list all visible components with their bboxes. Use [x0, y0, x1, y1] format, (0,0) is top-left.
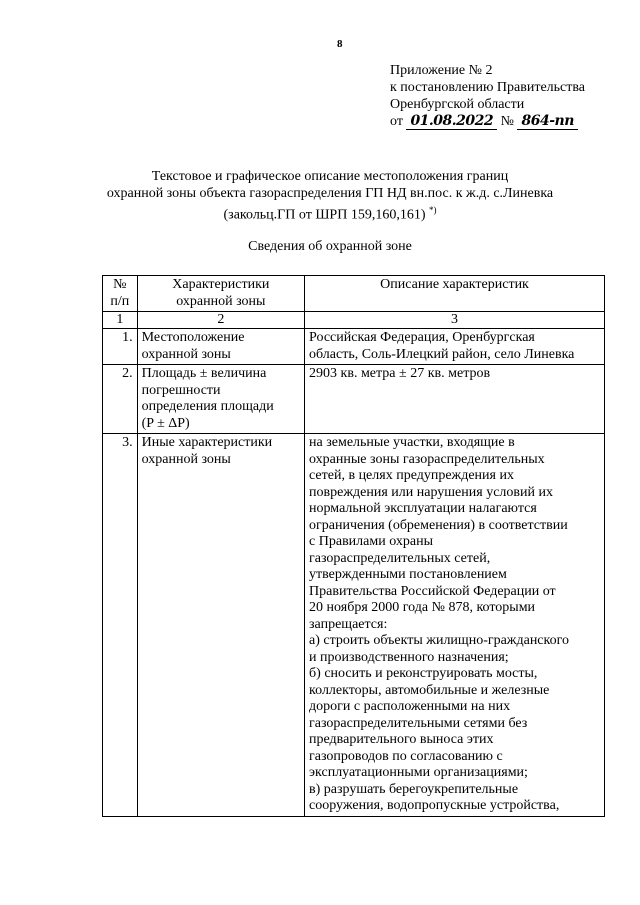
header-num: № п/п — [103, 276, 138, 312]
row-num: 1. — [103, 329, 138, 365]
table-header-row — [103, 276, 605, 312]
table-row — [103, 329, 605, 365]
table-row — [103, 365, 605, 434]
appendix-region: Оренбургской области — [390, 97, 525, 112]
index-cell: 3 — [305, 312, 605, 329]
header-description: Описание характеристик — [305, 276, 605, 312]
appendix-date-number — [390, 113, 585, 130]
title-line-1: Текстовое и графическое описание местоположения границ — [151, 169, 509, 184]
row-characteristic: Местоположение охранной зоны — [137, 329, 304, 365]
section-subtitle: Сведения об охранной зоне — [248, 239, 412, 254]
title-line-3-text: (закольц.ГП от ШРП 159,160,161) — [223, 207, 426, 223]
index-cell: 1 — [103, 312, 138, 329]
footnote-mark: *) — [429, 205, 437, 215]
handwritten-date: 01.08.2022 — [406, 113, 497, 130]
title-line-3 — [60, 202, 600, 224]
appendix-title: Приложение № 2 — [390, 63, 493, 78]
row-num: 2. — [103, 365, 138, 434]
row-characteristic: Площадь ± величина погрешности определения площади (P ± ΔP) — [137, 365, 304, 434]
handwritten-number: 864-пп — [517, 113, 577, 130]
row-description: Российская Федерация, Оренбургская область, Соль-Илецкий район, село Линевка — [305, 329, 605, 365]
page-number: 8 — [337, 38, 343, 50]
index-cell: 2 — [137, 312, 304, 329]
appendix-resolution: к постановлению Правительства — [390, 80, 586, 95]
zone-info-table — [102, 275, 605, 817]
number-prefix: № — [500, 114, 514, 129]
appendix-block — [390, 62, 585, 130]
table-row — [103, 434, 605, 817]
row-description: 2903 кв. метра ± 27 кв. метров — [305, 365, 605, 434]
header-characteristic: Характеристики охранной зоны — [137, 276, 304, 312]
date-prefix: от — [390, 114, 403, 129]
row-characteristic: Иные характеристики охранной зоны — [137, 434, 304, 817]
title-line-2: охранной зоны объекта газораспределения ГП НД вн.пос. к ж.д. с.Линевка — [106, 186, 554, 201]
row-description: на земельные участки, входящие в охранные зоны газораспределительных сетей, в целях предупреждения их повреждения или нарушения условий их нормальной эксплуатации налагаются ограничения (обременения) в соответствии с Правилами охраны газораспределительных сетей, утвержденными постановлением Правительства Российской Федерации от 20 ноября 2000 года № 878, которыми запрещается: а) строить объекты жилищно-гражданского и производственного назначения; б) сносить и реконструировать мосты, коллекторы, автомобильные и железные дороги с расположенными на них газораспределительными сетями без предварительного выноса этих газопроводов по согласованию с эксплуатационными организациями; в) разрушать берегоукрепительные сооружения, водопропускные устройства, — [305, 434, 605, 817]
row-num: 3. — [103, 434, 138, 817]
table-index-row — [103, 312, 605, 329]
document-title — [60, 168, 600, 224]
